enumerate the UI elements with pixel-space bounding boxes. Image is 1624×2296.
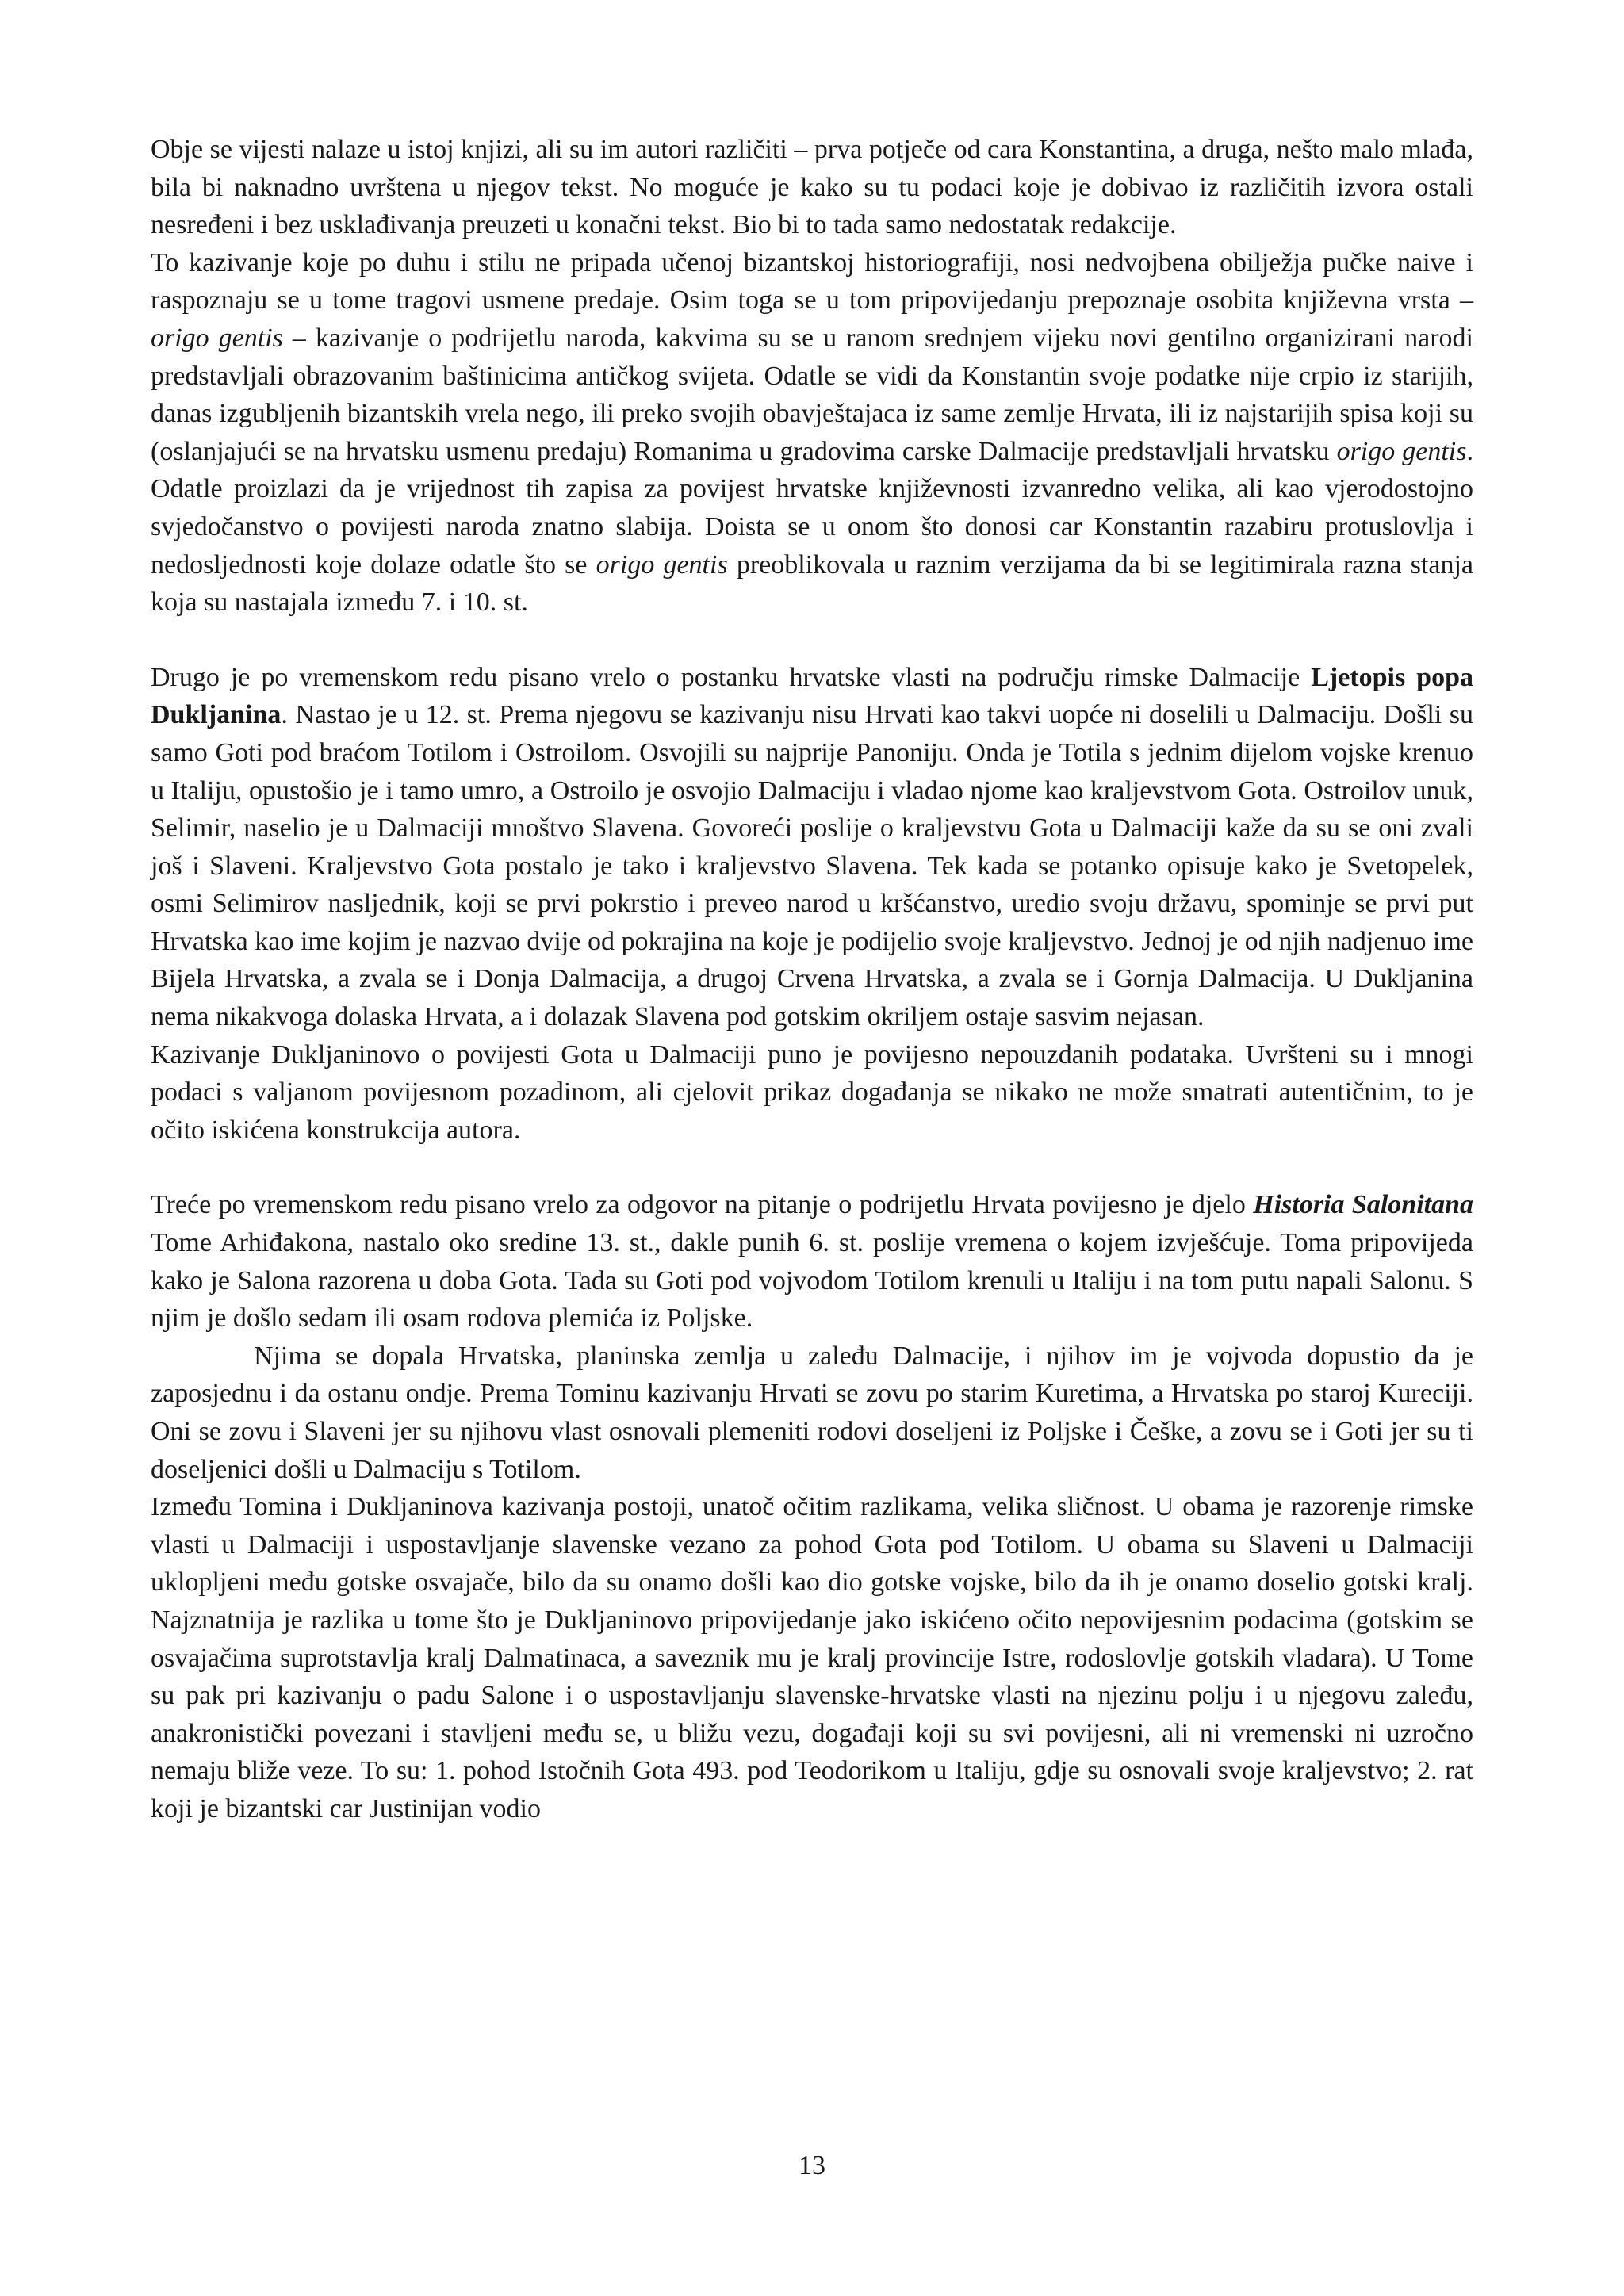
bold-title: Ljetopis popa Dukljanina (151, 662, 1473, 730)
paragraph-2 (151, 244, 1473, 622)
text-segment: Između Tomina i Dukljaninova kazivanja postoji, unatoč očitim razlikama, velika sličnost. U obama je razorenje rimske vlasti u Dalmaciji i uspostavljanje slavenske vezano za pohod Gota pod Totilom. U obama su Slaveni u Dalmaciji uklopljeni među gotske osvajače, bilo da su onamo došli kao dio gotske vojske, bilo da ih je onamo doselio gotski kralj. Najznatnija je razlika u tome što je Dukljaninovo pripovijedanje jako iskićeno očito nepovijesnim podacima (gotskim se osvajačima suprotstavlja kralj Dalmatinaca, a saveznik mu je kralj provincije Istre, rodoslovlje gotskih vladara). U Tome su pak pri kazivanju o padu Salone i o uspostavljanju slavenske-hrvatske vlasti na njezinu polju i u njegovu zaleđu, anakronistički povezani i stavljeni među se, u bližu vezu, događaji koji su svi povijesni, ali ni vremenski ni uzročno nemaju bliže veze. To su: 1. pohod Istočnih Gota 493. pod Teodorikom u Italiju, gdje su osnovali svoje kraljevstvo; 2. rat koji je bizantski car Justinijan vodio (151, 1492, 1473, 1823)
text-segment: To kazivanje koje po duhu i stilu ne pripada učenoj bizantskoj historiografiji, nosi nedvojbena obilježja pučke naive i raspoznaju se u tome tragovi usmene predaje. Osim toga se u tom pripovijedanju prepoznaje osobita književna vrsta – (151, 247, 1473, 316)
paragraph-7 (151, 1488, 1473, 1827)
paragraph-3 (151, 659, 1473, 1036)
paragraph-4 (151, 1036, 1473, 1150)
italic-term: origo gentis (596, 549, 728, 580)
text-segment: Kazivanje Dukljaninovo o povijesti Gota u Dalmaciji puno je povijesno nepouzdanih podataka. Uvršteni su i mnogi podaci s valjanom povijesnom pozadinom, ali cjelovit prikaz događanja se nikako ne može smatrati autentičnim, to je očito iskićena konstrukcija autora. (151, 1039, 1473, 1145)
text-segment: Treće po vremenskom redu pisano vrelo za odgovor na pitanje o podrijetlu Hrvata povijesno je djelo (151, 1190, 1254, 1220)
italic-term: origo gentis (1336, 436, 1467, 466)
paragraph-1 (151, 131, 1473, 244)
italic-term: origo gentis (151, 323, 283, 353)
text-segment: preoblikovala u raznim verzijama da bi se legitimirala razna stanja koja su nastajala između 7. i 10. st. (151, 549, 1473, 618)
document-body (151, 131, 1473, 1828)
text-segment: . Nastao je u 12. st. Prema njegovu se kazivanju nisu Hrvati kao takvi uopće ni doselili u Dalmaciju. Došli su samo Goti pod braćom Totilom i Ostroilom. Osvojili su najprije Panoniju. Onda je Totila s jednim dijelom vojske krenuo u Italiju, opustošio je i tamo umro, a Ostroilo je osvojio Dalmaciju i vladao njome kao kraljevstvom Gota. Ostroilov unuk, Selimir, naselio je u Dalmaciji mnoštvo Slavena. Govoreći poslije o kraljevstvu Gota u Dalmaciji kaže da su se oni zvali još i Slaveni. Kraljevstvo Gota postalo je tako i kraljevstvo Slavena. Tek kada se potanko opisuje kako je Svetopelek, osmi Selimirov nasljednik, koji se prvi pokrstio i preveo narod u kršćanstvo, uredio svoju državu, spominje se prvi put Hrvatska kao ime kojim je nazvao dvije od pokrajina na koje je podijelio svoje kraljevstvo. Jednoj je od njih nadjenuo ime Bijela Hrvatska, a zvala se i Donja Dalmacija, a drugoj Crvena Hrvatska, a zvala se i Gornja Dalmacija. U Dukljanina nema nikakvoga dolaska Hrvata, a i dolazak Slavena pod gotskim okriljem ostaje sasvim nejasan. (151, 700, 1473, 1032)
text-segment: Tome Arhiđakona, nastalo oko sredine 13. st., dakle punih 6. st. poslije vremena o kojem izvješćuje. Toma pripovijeda kako je Salona razorena u doba Gota. Tada su Goti pod vojvodom Totilom krenuli u Italiju i na tom putu napali Salonu. S njim je došlo sedam ili osam rodova plemića iz Poljske. (151, 1228, 1473, 1334)
text-segment: . Odatle proizlazi da je vrijednost tih zapisa za povijest hrvatske književnosti izvanredno velika, ali kao vjerodostojno svjedočanstvo o povijesti naroda znatno slabija. Doista se u onom što donosi car Konstantin razabiru protuslovlja i nedosljednosti koje dolaze odatle što se (151, 436, 1473, 580)
bold-italic-title: Historia Salonitana (1253, 1190, 1473, 1220)
text-segment: Njima se dopala Hrvatska, planinska zemlja u zaleđu Dalmacije, i njihov im je vojvoda dopustio da je zaposjednu i da ostanu ondje. Prema Tominu kazivanju Hrvati se zovu po starim Kuretima, a Hrvatska po staroj Kureciji. Oni se zovu i Slaveni jer su njihovu vlast osnovali plemeniti rodovi doseljeni iz Poljske i Češke, a zovu se i Goti jer su ti doseljenici došli u Dalmaciju s Totilom. (151, 1341, 1473, 1484)
text-segment: Obje se vijesti nalaze u istoj knjizi, ali su im autori različiti – prva potječe od cara Konstantina, a druga, nešto malo mlađa, bila bi naknadno uvrštena u njegov tekst. No moguće je kako su tu podaci koje je dobivao iz različitih izvora ostali nesređeni i bez usklađivanja preuzeti u konačni tekst. Bio bi to tada samo nedostatak redakcije. (151, 135, 1473, 240)
text-segment: Drugo je po vremenskom redu pisano vrelo o postanku hrvatske vlasti na području rimske Dalmacije (151, 662, 1312, 692)
text-segment: – kazivanje o podrijetlu naroda, kakvima su se u ranom srednjem vijeku novi gentilno organizirani narodi predstavljali obrazovanim baštinicima antičkog svijeta. Odatle se vidi da Konstantin svoje podatke nije crpio iz starijih, danas izgubljenih bizantskih vrela nego, ili preko svojih obavještajaca iz same zemlje Hrvata, ili iz najstarijih spisa koji su (oslanjajući se na hrvatsku usmenu predaju) Romanima u gradovima carske Dalmacije predstavljali hrvatsku (151, 323, 1473, 466)
paragraph-6 (151, 1337, 1473, 1488)
paragraph-5 (151, 1186, 1473, 1337)
page-number: 13 (799, 2151, 825, 2180)
